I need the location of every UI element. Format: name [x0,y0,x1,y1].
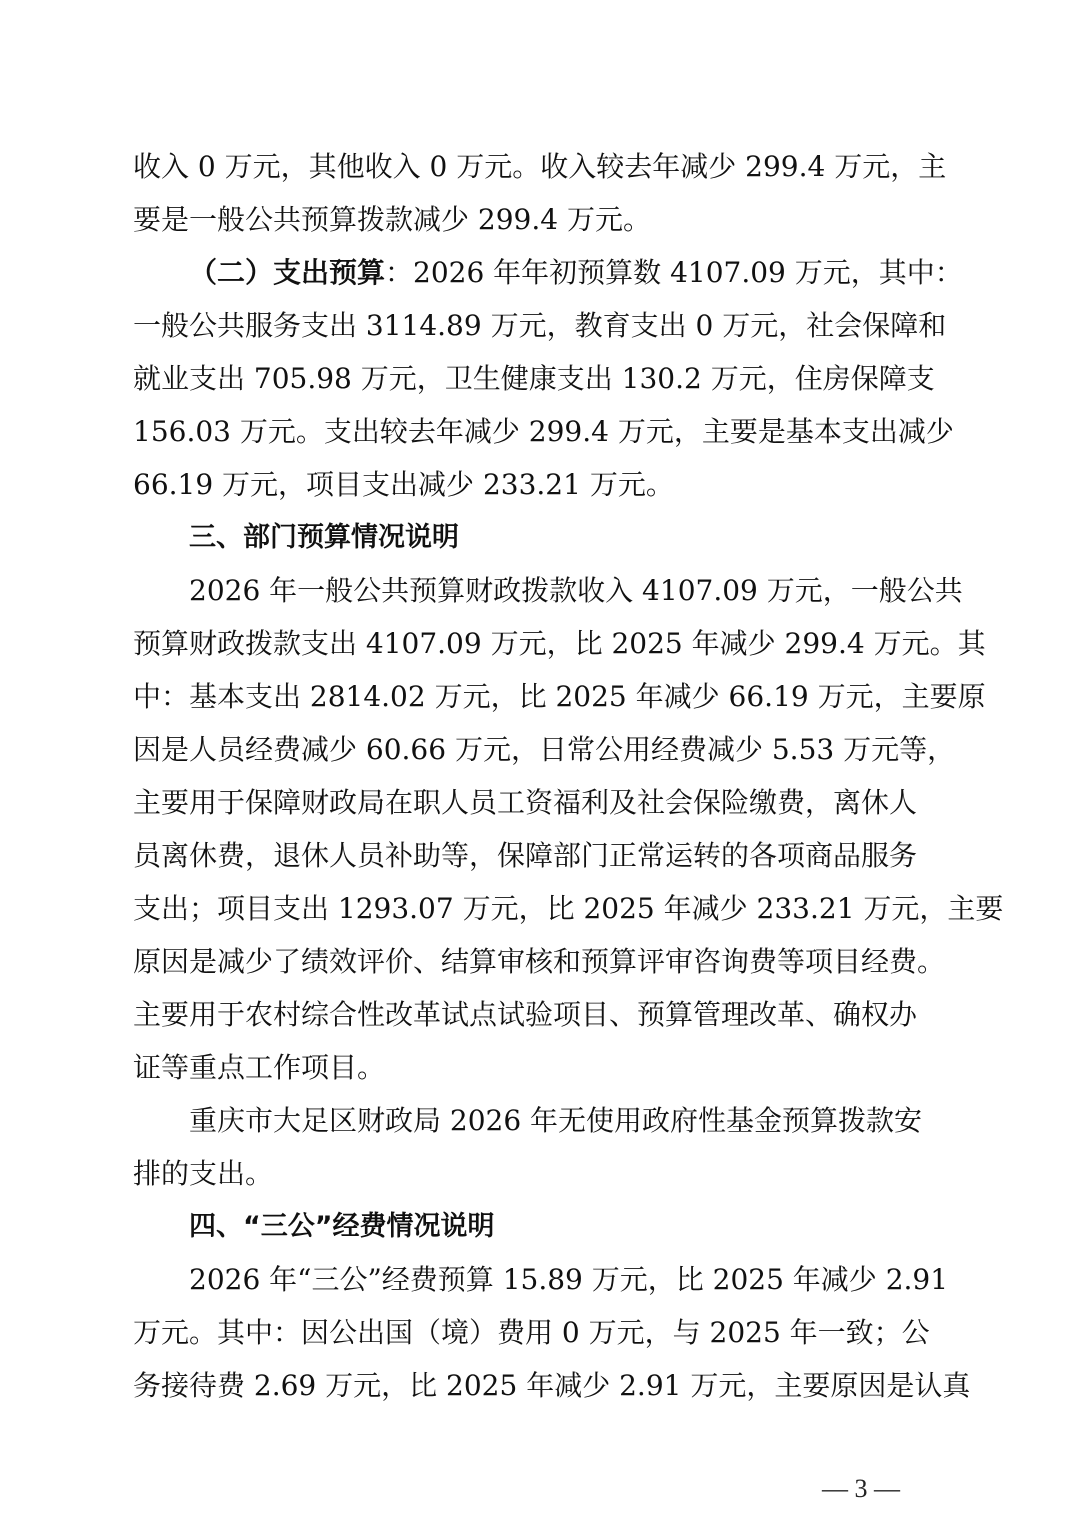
text-line: 万元。其中：因公出国（境）费用 0 万元，与 2025 年一致；公 [133,1316,930,1349]
section-heading-4: 四、“三公”经费情况说明 [189,1211,495,1242]
text-line: 66.19 万元，项目支出减少 233.21 万元。 [133,468,674,501]
text-line: 中：基本支出 2814.02 万元，比 2025 年减少 66.19 万元，主要原 [133,680,986,713]
text-line: 主要用于保障财政局在职人员工资福利及社会保险缴费，离休人 [133,786,918,819]
text-line: 就业支出 705.98 万元，卫生健康支出 130.2 万元，住房保障支 [133,362,935,395]
section-heading-3: 三、部门预算情况说明 [189,522,459,553]
text-span: ：2026 年年初预算数 4107.09 万元，其中： [385,256,963,289]
three-public-expenses-paragraph [133,1253,971,1412]
text-line: 156.03 万元。支出较去年减少 299.4 万元，主要是基本支出减少 [133,415,954,448]
text-line: 重庆市大足区财政局 2026 年无使用政府性基金预算拨款安 [189,1104,923,1137]
income-paragraph [133,140,945,246]
text-line [133,246,963,299]
text-line: 务接待费 2.69 万元，比 2025 年减少 2.91 万元，主要原因是认真 [133,1369,971,1402]
budget-explanation-paragraph [133,564,1004,1094]
text-line: 2026 年“三公”经费预算 15.89 万元，比 2025 年减少 2.91 [189,1263,949,1296]
document-body [133,140,1004,1412]
text-line: 排的支出。 [133,1157,274,1190]
text-line: 预算财政拨款支出 4107.09 万元，比 2025 年减少 299.4 万元。其 [133,627,986,660]
section-label: （二）支出预算 [189,256,386,289]
text-line: 因是人员经费减少 60.66 万元，日常公用经费减少 5.53 万元等， [133,733,956,766]
text-line: 员离休费，退休人员补助等，保障部门正常运转的各项商品服务 [133,839,918,872]
text-line: 原因是减少了绩效评价、结算审核和预算评审咨询费等项目经费。 [133,945,946,978]
text-line: 一般公共服务支出 3114.89 万元，教育支出 0 万元，社会保障和 [133,309,947,342]
page-number: — 3 — [822,1474,900,1503]
text-line: 证等重点工作项目。 [133,1051,386,1084]
text-line: 收入 0 万元，其他收入 0 万元。收入较去年减少 299.4 万元，主 [133,150,947,183]
text-line: 支出；项目支出 1293.07 万元，比 2025 年减少 233.21 万元，主要 [133,892,1004,925]
text-line: 要是一般公共预算拨款减少 299.4 万元。 [133,203,651,236]
text-line: 主要用于农村综合性改革试点试验项目、预算管理改革、确权办 [133,998,918,1031]
text-line: 2026 年一般公共预算财政拨款收入 4107.09 万元，一般公共 [189,574,963,607]
expenditure-paragraph [133,246,963,511]
fund-budget-paragraph [133,1094,945,1200]
